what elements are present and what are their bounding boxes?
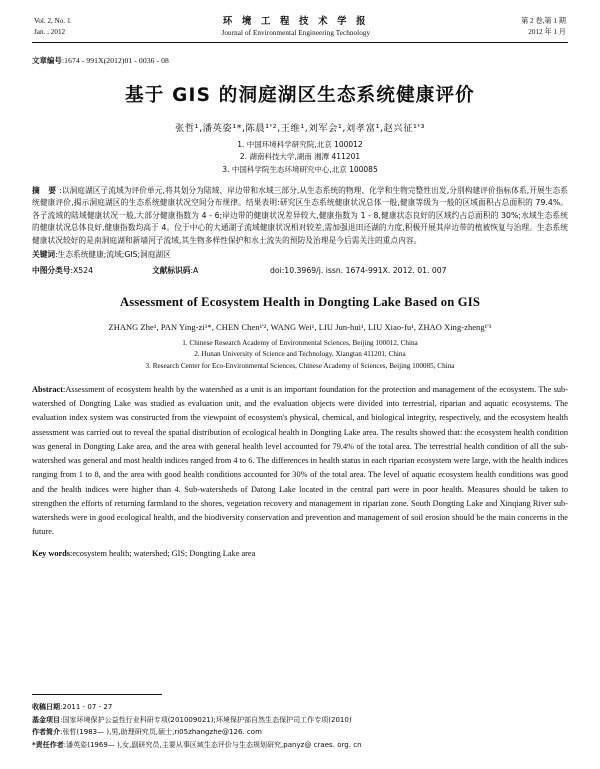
- keywords-en-label: Key words: [32, 548, 71, 558]
- abstract-cn-body: :以洞庭湖区子流域为评价单元,将其划分为陆域、岸边带和水域三部分,从生态系统的物理、化学和生物完整性出发,分别构建评价指标体系,开展生态系统健康评价,揭示洞庭湖区的生态系统健康状况空间分布规律。结果表明:研究区生态系统健康状况总体一般,健康等级为一般的区域面积占总面积的 79.4%。各子流域的陆域健康状况一般,大部分健康指数为 4 - 6;岸边带的健康状况差异较大,健康指数为 1 - 8,健康状态良好的区域约占总面积的 30%;水域生态系统的健康状况总体良好,健康指数均高于 4。位于中心的大通湖子流域健康状况相对较差,需加强退田还湖的力度,积极开展其岸边带的植被恢复与治理。生态系统健康状况较好的是南洞庭湖和新墙河子流域,其生物多样性保护和水土流失的预防及治理是今后需关注的重点内容。: [32, 185, 568, 245]
- issue-date-cn: 2012 年 1 月: [528, 28, 566, 37]
- received-date: [32, 701, 568, 713]
- footnote-divider: [32, 694, 162, 695]
- affiliation-en-3: 3. Research Center for Eco-Environmental Sciences, Chinese Academy of Sciences, Beijing 100085, China: [145, 362, 455, 371]
- corresponding-author-value: :潘英姿(1969— ),女,副研究员,主要从事区域生态评价与生态规划研究,panyz@ craes. org. cn: [63, 740, 362, 749]
- masthead-divider: [32, 42, 568, 43]
- volume-issue-en: Vol. 2, No. 1: [34, 17, 71, 25]
- clc-value: :X524: [70, 265, 93, 275]
- abstract-cn-label: 摘 要: [32, 185, 60, 195]
- received-date-label: 收稿日期: [32, 703, 61, 712]
- keywords-cn-label: 关键词: [32, 250, 56, 260]
- issue-date-en: Jan. , 2012: [34, 28, 66, 37]
- author-list-cn: 张哲¹,潘英姿¹*,陈晨¹'²,王维¹,刘军会¹,刘孝富¹,赵兴征¹'³: [175, 123, 425, 135]
- corresponding-author-label: *责任作者: [32, 740, 64, 749]
- author-biography-value: :张哲(1983— ),男,助理研究员,硕士,ri05zhangzhe@126. com: [60, 728, 262, 737]
- document-code: [152, 265, 270, 277]
- keywords-en-body: :ecosystem health; watershed; GIS; Dongting Lake area: [70, 548, 256, 558]
- keywords-cn: [32, 249, 568, 261]
- keywords-en: [32, 547, 568, 561]
- funding: [32, 714, 568, 726]
- article-number-value: :1674 - 991X(2012)01 - 0036 - 08: [61, 56, 169, 66]
- classification-line: [32, 265, 568, 277]
- document-code-value: :A: [190, 265, 199, 275]
- affiliation-cn-3: 3. 中国科学院生态环境研究中心,北京 100085: [222, 164, 378, 174]
- received-date-value: :2011 - 07 - 27: [60, 703, 113, 712]
- abstract-cn: [32, 185, 568, 247]
- abstract-en-body: :Assessment of ecosystem health by the watershed as a unit is an important foundation for the protection and management of the ecosystem. The sub-watershed of Dongting Lake was studied as evaluation unit, and the evaluation objects were divided into terrestrial, riparian and aquatic ecosystems. The evaluation index system was constructed from the viewpoint of ecosystem's physical, chemical, and biological integrity, respectively, and the ecosystem health assessment was carried out to reveal the spatial distribution of ecological health in Dongting Lake area. The results showed that: the ecosystem health condition was general in Dongting Lake area, and the area with general health level accounted for 79.4% of the total area. The terrestrial health condition of all the sub-watershed was general and most health indices ranged from 4 to 6. The differences in health status in each riparian ecosystem were large, with the health indices ranging from 1 to 8, and the area with good health conditions accounted for 30% of the total area. The level of aquatic ecosystem health conditions was good and the health indices were higher than 4. Sub-watersheds of Datong Lake located in the central part were in poor health. Measures should be taken to strengthen the efforts of returning farmland to the shores, vegetation recovery and management in riparian zone. South Dongting Lake and Xinqiang River sub-watersheds were in good ecological health, and the biodiversity conservation and prevention and management of soil erosion should be the main concerns in the future.: [32, 384, 568, 537]
- corresponding-author: [32, 739, 568, 751]
- masthead-left: [34, 16, 71, 38]
- masthead-center: [71, 16, 521, 38]
- affiliation-cn-2: 2. 湖南科技大学,湖南 湘潭 411201: [239, 152, 361, 162]
- affiliation-en-2: 2. Hunan University of Science and Technology, Xiangtan 411201, China: [194, 350, 406, 359]
- keywords-cn-body: :生态系统健康;流域;GIS;洞庭湖区: [55, 250, 171, 260]
- masthead: [32, 16, 568, 41]
- clc-number: [32, 265, 152, 277]
- author-biography-label: 作者简介: [32, 728, 61, 737]
- journal-title-cn: 环 境 工 程 技 术 学 报: [222, 16, 369, 27]
- affiliation-en-1: 1. Chinese Research Academy of Environmental Sciences, Beijing 100012, China: [182, 338, 418, 347]
- funding-label: 基金项目: [32, 715, 61, 724]
- masthead-right: [521, 16, 566, 38]
- abstract-en: [32, 383, 568, 540]
- footnotes: [32, 694, 568, 751]
- article-number-label: 文章编号: [32, 56, 62, 66]
- document-code-label: 文献标识码: [152, 265, 191, 275]
- doi: doi:10.3969/j. issn. 1674-991X. 2012. 01. 007: [270, 265, 447, 275]
- page-title-en: Assessment of Ecosystem Health in Dongting Lake Based on GIS: [119, 294, 481, 309]
- volume-issue-cn: 第 2 卷,第 1 期: [521, 17, 566, 25]
- clc-label: 中图分类号: [32, 265, 71, 275]
- affiliation-cn-1: 1. 中国环境科学研究院,北京 100012: [237, 140, 363, 150]
- author-list-en: ZHANG Zhe¹, PAN Ying-zi¹*, CHEN Chen¹'², WANG Wei¹, LIU Jun-hui¹, LIU Xiao-fu¹, ZHAO Xing-zheng¹'³: [108, 323, 492, 333]
- article-number: [32, 55, 568, 66]
- journal-title-en: Journal of Environmental Engineering Technology: [221, 28, 371, 37]
- funding-value: :国家环境保护公益性行业科研专项(201009021);环境保护部自然生态保护司工作专项(2010): [60, 715, 352, 724]
- abstract-en-label: Abstract: [32, 384, 64, 394]
- page-title-cn: 基于 GIS 的洞庭湖区生态系统健康评价: [125, 85, 475, 107]
- author-biography: [32, 726, 568, 738]
